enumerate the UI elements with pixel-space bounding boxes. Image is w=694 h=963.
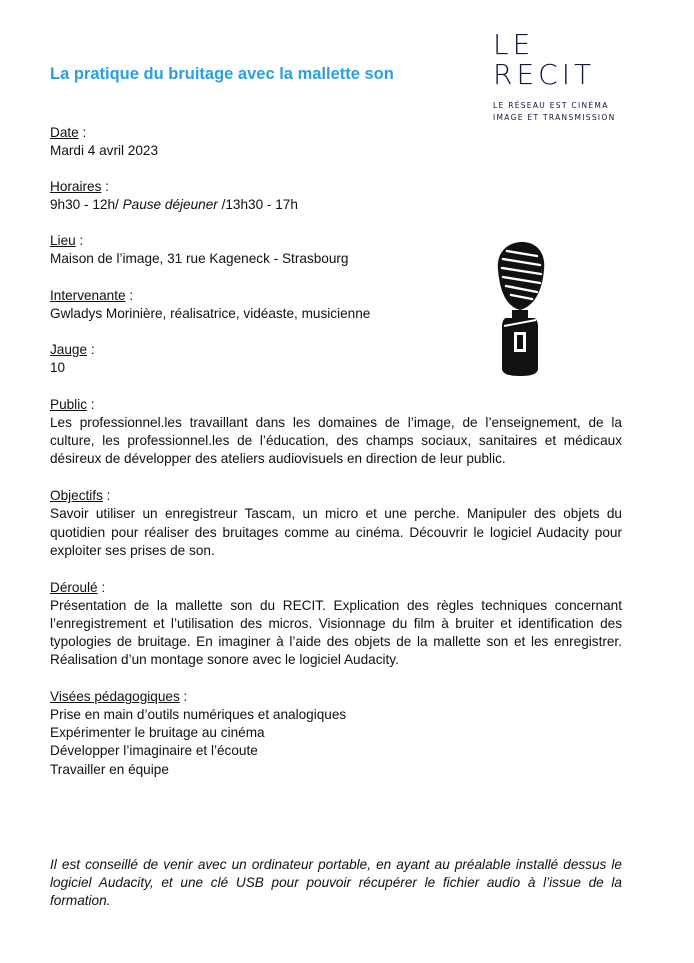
label-suffix: : xyxy=(78,125,87,140)
objectifs-label: Objectifs xyxy=(50,488,103,504)
deroule-value: Présentation de la mallette son du RECIT. Explication des règles techniques concernant l’enregistrement et l’utilisation des micros. Visionnage du film à bruiter et identification des typologies de bruitage. En imaginer à l’aide des objets de la mallette son et les enregistrer. Réalisation d’un montage sonore avec le logiciel Audacity. xyxy=(50,597,622,668)
section-date xyxy=(50,124,622,160)
logo-tagline-line1: LE RÉSEAU EST CINÉMA xyxy=(493,101,609,110)
public-value: Les professionnel.les travaillant dans les domaines de l’image, de l’enseignement, de la culture, les professionnel.les de l’éducation, des champs sociaux, sanitaires et médicaux désireux de développer des ateliers audiovisuels en direction de leur public. xyxy=(50,415,622,467)
label-suffix: : xyxy=(102,488,111,504)
public-label: Public xyxy=(50,396,88,412)
jauge-label: Jauge xyxy=(50,341,88,357)
intervenante-label: Intervenante xyxy=(50,287,126,303)
label-suffix: : xyxy=(87,396,95,412)
section-intervenante xyxy=(50,287,622,323)
date-label: Date xyxy=(50,125,79,140)
logo-tagline xyxy=(493,100,633,124)
label-suffix: : xyxy=(101,179,109,195)
label-suffix: : xyxy=(87,341,95,357)
le-recit-logo xyxy=(493,30,633,124)
visees-label: Visées pédagogiques xyxy=(50,689,180,705)
section-visees xyxy=(50,688,622,778)
section-jauge xyxy=(50,341,622,377)
section-objectifs xyxy=(50,487,622,559)
section-lieu xyxy=(50,232,622,268)
visees-list xyxy=(50,706,622,778)
document-body xyxy=(50,124,622,779)
horaires-value xyxy=(50,196,622,214)
logo-tagline-line2: IMAGE ET TRANSMISSION xyxy=(493,113,616,122)
label-suffix: : xyxy=(97,579,106,595)
lieu-value: Maison de l’image, 31 rue Kageneck - Strasbourg xyxy=(50,251,349,267)
jauge-value: 10 xyxy=(50,359,66,375)
list-item: Expérimenter le bruitage au cinéma xyxy=(50,725,265,741)
logo-wordmark: LE RECIT xyxy=(493,28,596,91)
section-public xyxy=(50,396,622,468)
horaires-pause: Pause déjeuner xyxy=(122,197,218,213)
list-item: Travailler en équipe xyxy=(50,761,169,777)
horaires-start: 9h30 - 12h/ xyxy=(50,197,123,213)
document-title: La pratique du bruitage avec la mallette son xyxy=(50,65,394,83)
label-suffix: : xyxy=(75,233,84,249)
deroule-label: Déroulé xyxy=(50,579,98,595)
lieu-label: Lieu xyxy=(50,233,76,249)
list-item: Prise en main d’outils numériques et analogiques xyxy=(50,707,347,723)
list-item: Développer l’imaginaire et l’écoute xyxy=(50,743,258,759)
objectifs-value: Savoir utiliser un enregistreur Tascam, un micro et une perche. Manipuler des objets du quotidien pour réaliser des bruitages comme au cinéma. Découvrir le logiciel Audacity pour exploiter ses prises de son. xyxy=(50,506,622,558)
intervenante-value: Gwladys Morinière, réalisatrice, vidéaste, musicienne xyxy=(50,305,371,321)
section-deroule xyxy=(50,579,622,669)
horaires-end: /13h30 - 17h xyxy=(217,197,298,213)
date-value: Mardi 4 avril 2023 xyxy=(50,143,159,159)
label-suffix: : xyxy=(125,287,134,303)
horaires-label: Horaires xyxy=(50,179,102,195)
section-horaires xyxy=(50,178,622,214)
label-suffix: : xyxy=(179,689,188,705)
closing-note: Il est conseillé de venir avec un ordinateur portable, en ayant au préalable installé dessus le logiciel Audacity, et une clé USB pour pouvoir récupérer le fichier audio à l’issue de la formation. xyxy=(50,857,622,909)
